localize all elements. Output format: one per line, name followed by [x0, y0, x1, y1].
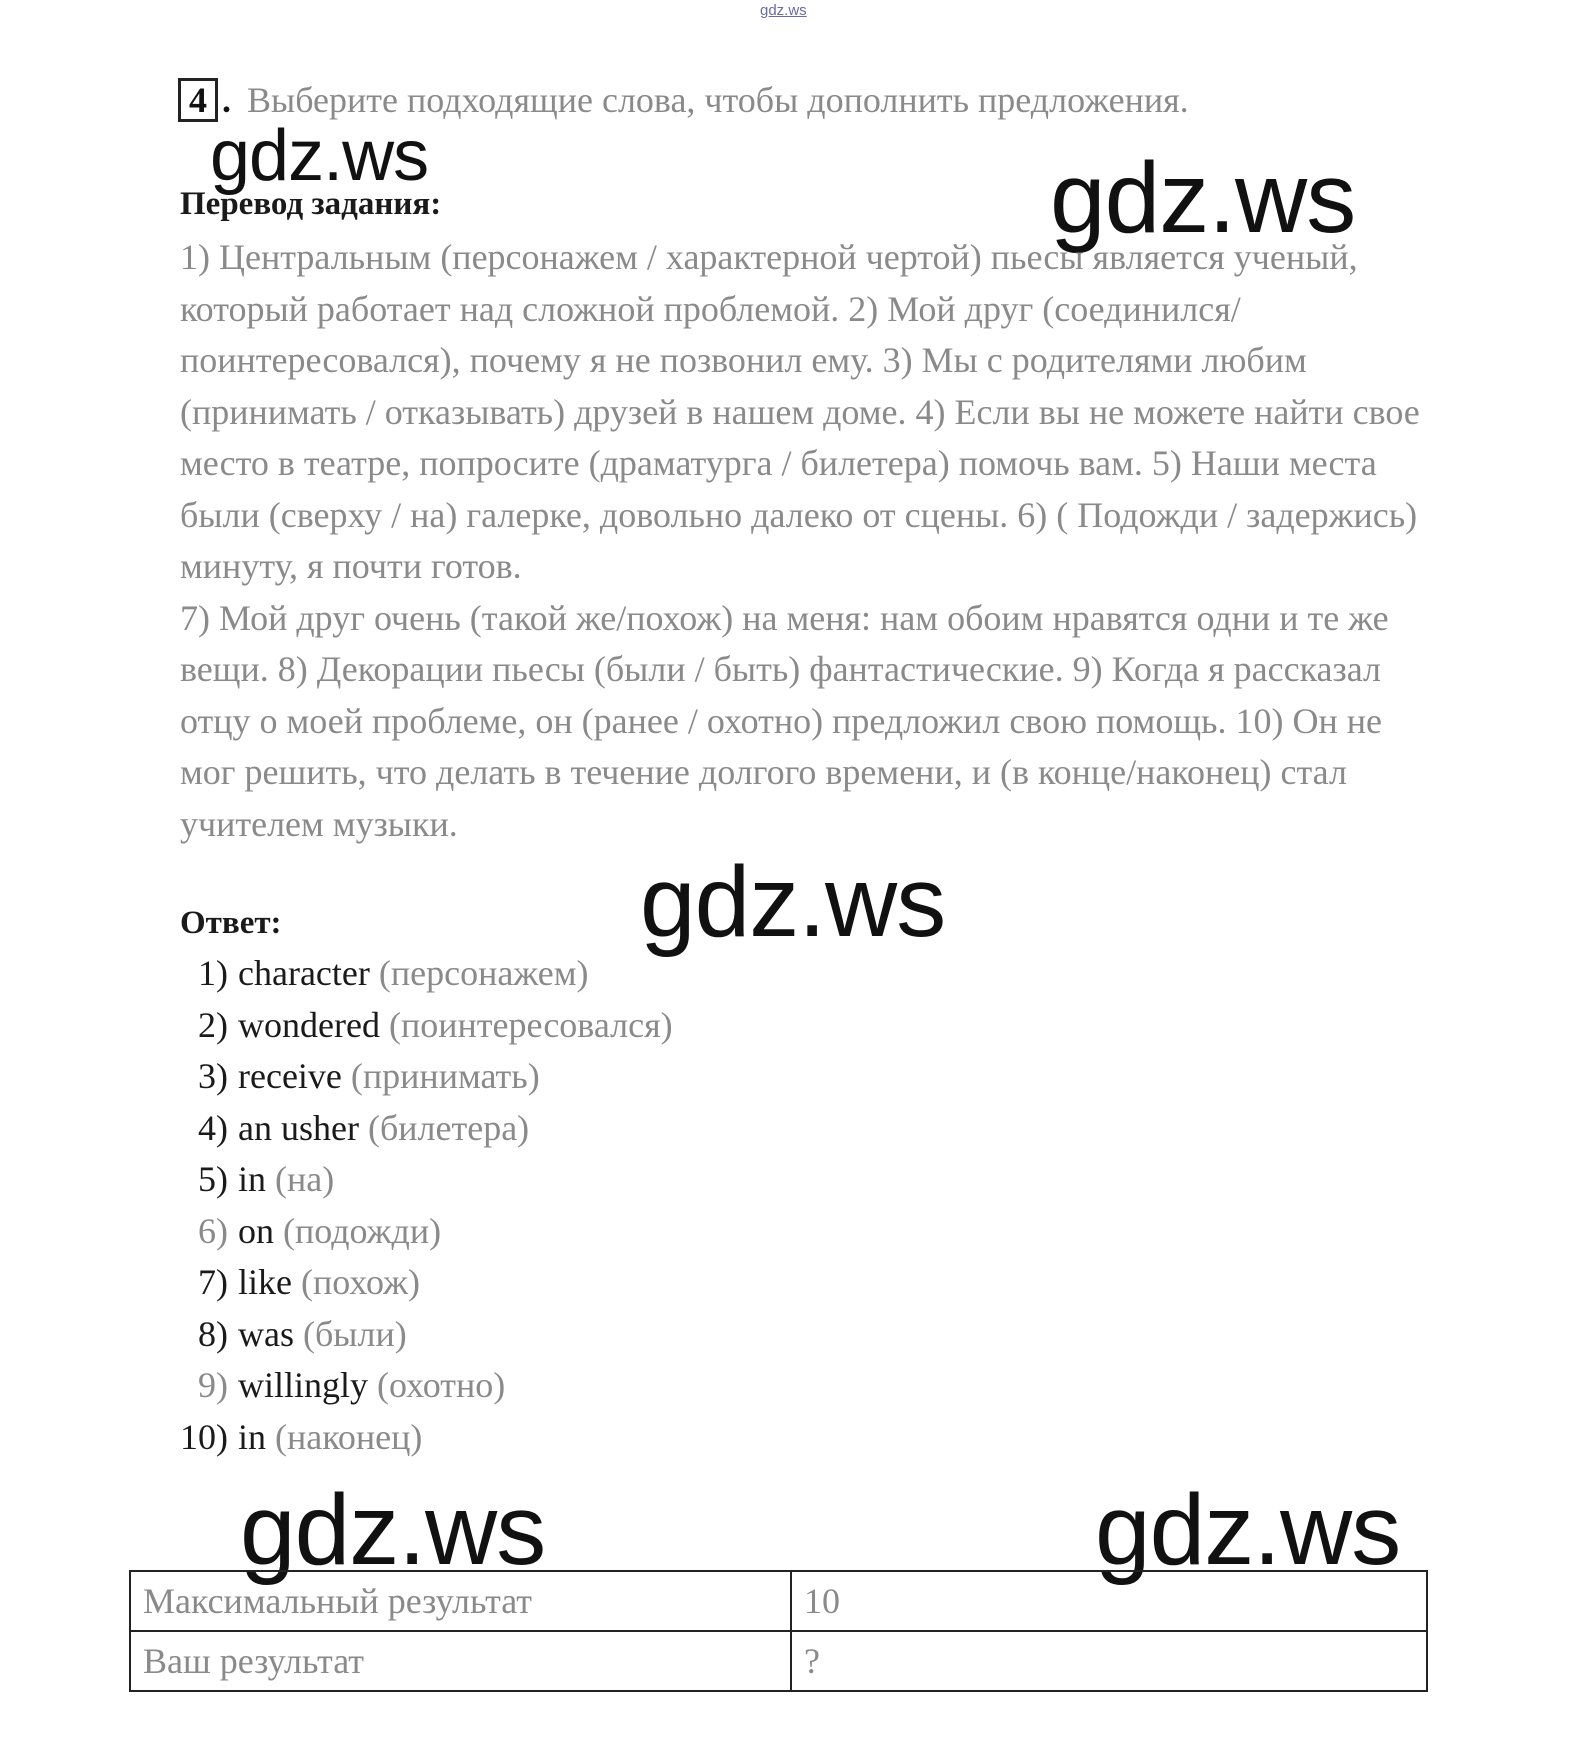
table-row [130, 1571, 1427, 1631]
max-result-value: 10 [791, 1571, 1427, 1631]
answer-gloss: (поинтересовался) [388, 1004, 673, 1045]
answer-gloss: (наконец) [275, 1416, 423, 1457]
answer-gloss: (охотно) [377, 1365, 506, 1405]
answer-gloss: (принимать) [350, 1056, 540, 1096]
task-header: 4 . Выберите подходящие слова, чтобы дополнить предложения. [178, 78, 1189, 122]
task-number: 4 [178, 78, 218, 122]
answer-number: 10) [180, 1416, 228, 1457]
watermark: gdz.ws [240, 1474, 546, 1586]
answer-number: 4) [198, 1107, 228, 1148]
answer-word: on [238, 1210, 274, 1251]
answer-word: wondered [238, 1004, 380, 1045]
watermark: gdz.ws [1050, 142, 1356, 254]
answer-number: 5) [198, 1159, 228, 1199]
watermark: gdz.ws [1095, 1474, 1401, 1586]
answer-gloss: (подожди) [283, 1210, 442, 1251]
answer-word: in [238, 1416, 267, 1457]
your-result-label: Ваш результат [130, 1631, 791, 1691]
answer-gloss: (персонажем) [378, 953, 589, 993]
answer-number: 9) [198, 1365, 228, 1405]
answer-item [168, 1000, 673, 1052]
table-row [130, 1631, 1427, 1691]
translation-text [180, 232, 1430, 850]
answer-gloss: (на) [275, 1159, 335, 1199]
answer-item [168, 1412, 673, 1464]
answer-number: 1) [198, 953, 228, 993]
translation-paragraph: 7) Мой друг очень (такой же/похож) на меня: нам обоим нравятся одни и те же вещи. 8) Декорации пьесы (были / быть) фантастические. 9) Когда я рассказал отцу о моей проблеме, он (ранее / охотно) предложил свою помощь. 10) Он не мог решить, что делать в течение долгого времени, и (в конце/наконец) стал учителем музыки. [180, 597, 1389, 844]
answer-number: 8) [198, 1313, 228, 1354]
answer-word: like [238, 1262, 292, 1302]
answer-item [168, 948, 673, 1000]
answer-list [168, 948, 673, 1463]
answer-word: willingly [238, 1365, 369, 1405]
result-table [129, 1570, 1428, 1692]
max-result-label: Максимальный результат [130, 1571, 791, 1631]
answer-item [168, 1154, 673, 1206]
answer-gloss: (похож) [300, 1262, 420, 1302]
answer-heading: Ответ: [180, 905, 282, 941]
translation-paragraph: 1) Центральным (персонажем / характерной чертой) пьесы является ученый, который работает над сложной проблемой. 2) Мой друг (соединился/ поинтересовался), почему я не позвонил ему. 3) Мы с родителями любим (принимать / отказывать) друзей в нашем доме. 4) Если вы не можете найти свое место в театре, попросите (драматурга / билетера) помочь вам. 5) Наши места были (сверху / на) галерке, довольно далеко от сцены. 6) ( Подожди / задержись) минуту, я почти готов. [180, 237, 1420, 586]
answer-number: 6) [198, 1210, 228, 1251]
task-instruction: Выберите подходящие слова, чтобы дополнить предложения. [247, 80, 1189, 120]
watermark: gdz.ws [640, 846, 946, 958]
your-result-value: ? [791, 1631, 1427, 1691]
answer-item [168, 1103, 673, 1155]
answer-word: an usher [238, 1107, 359, 1148]
watermark: gdz.ws [210, 116, 429, 196]
answer-number: 2) [198, 1004, 228, 1045]
answer-item [168, 1257, 673, 1309]
answer-word: in [238, 1159, 267, 1199]
answer-item [168, 1051, 673, 1103]
answer-item [168, 1309, 673, 1361]
answer-word: was [238, 1313, 294, 1354]
answer-gloss: (были) [303, 1313, 407, 1354]
answer-word: character [238, 953, 370, 993]
translation-heading: Перевод задания: [180, 186, 442, 222]
answer-item [168, 1360, 673, 1412]
answer-number: 3) [198, 1056, 228, 1096]
answer-gloss: (билетера) [367, 1107, 530, 1148]
top-watermark-link: gdz.ws [760, 2, 807, 19]
answer-word: receive [238, 1056, 342, 1096]
answer-item [168, 1206, 673, 1258]
answer-number: 7) [198, 1262, 228, 1302]
